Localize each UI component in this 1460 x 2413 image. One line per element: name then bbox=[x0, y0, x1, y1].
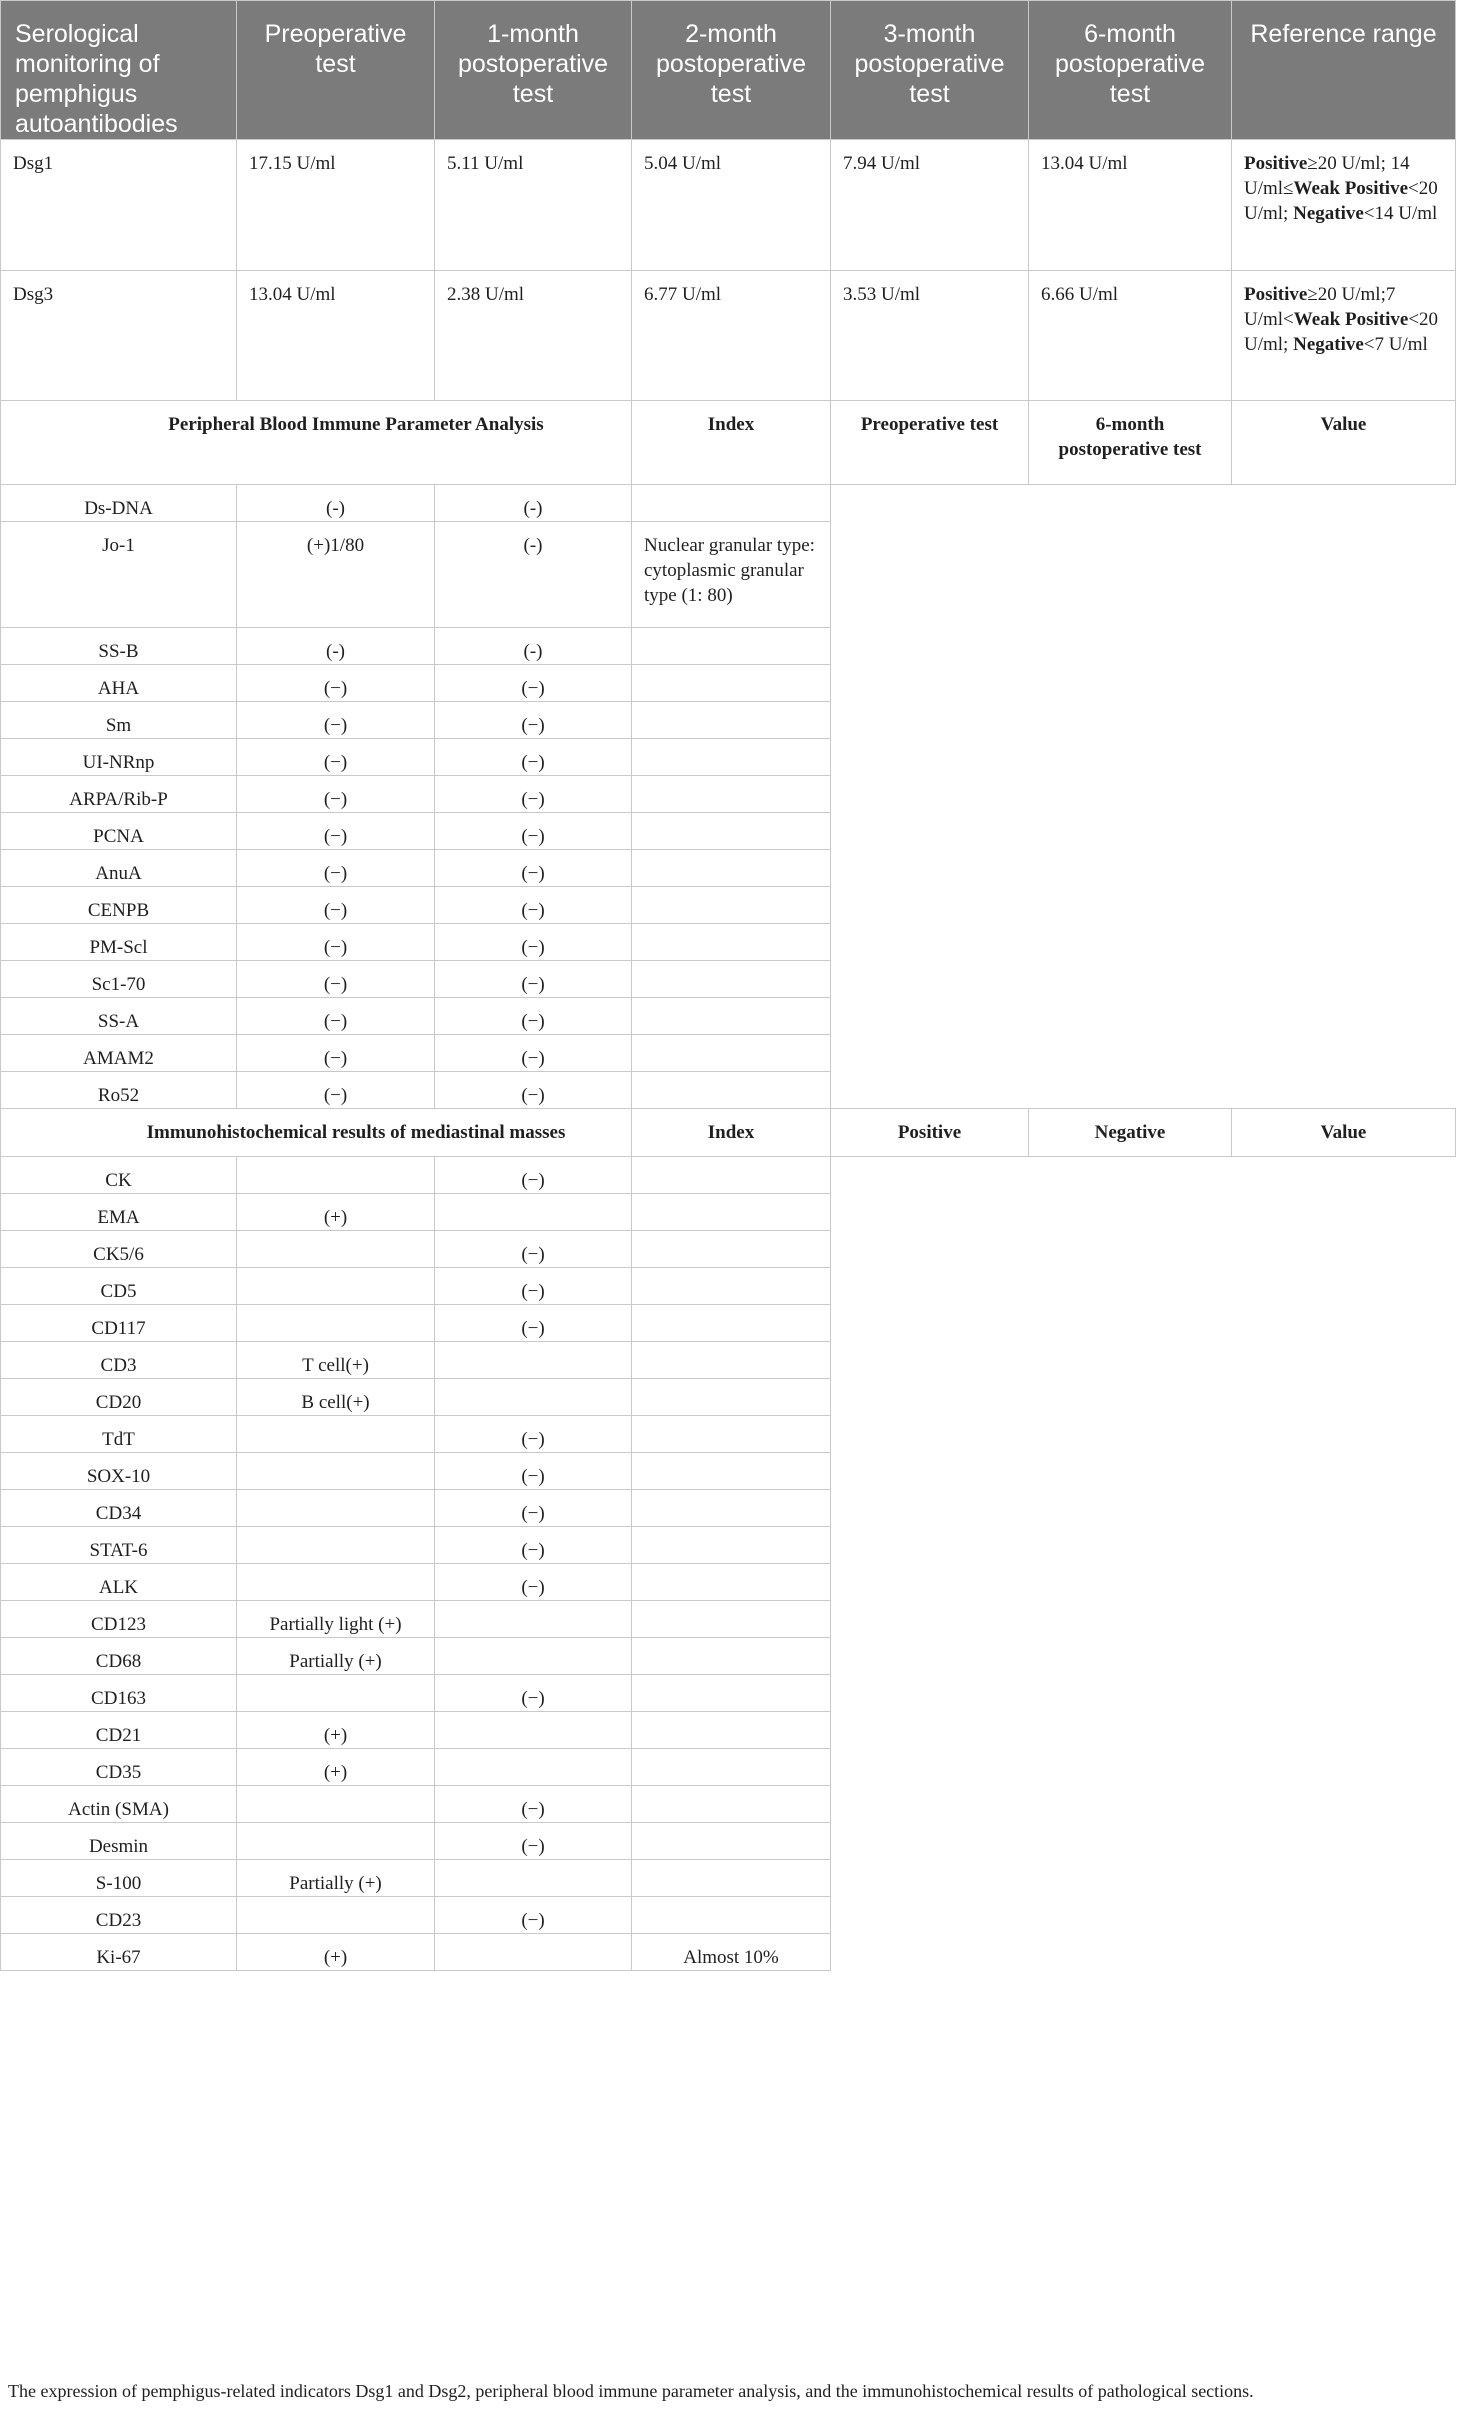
header-cell: 3-month postoperative test bbox=[831, 1, 1029, 140]
reference-range bbox=[1232, 140, 1456, 271]
result-cell: (−) bbox=[435, 1416, 632, 1453]
result-cell: (-) bbox=[435, 485, 632, 522]
marker-name: Dsg1 bbox=[1, 140, 237, 271]
index-cell: CD117 bbox=[1, 1305, 237, 1342]
ihc-row bbox=[1, 1860, 1456, 1897]
value-cell bbox=[632, 998, 831, 1035]
ihc-row bbox=[1, 1934, 1456, 1971]
ref-text: ≥20 U/ml;7 U/ml< bbox=[1244, 284, 1396, 330]
index-cell: SS-B bbox=[1, 628, 237, 665]
value-cell: Nuclear granular type: cytoplasmic granular type (1: 80) bbox=[632, 522, 831, 628]
value-cell: Almost 10% bbox=[632, 1934, 831, 1971]
column-header: Value bbox=[1232, 1109, 1456, 1157]
result-cell: (-) bbox=[435, 522, 632, 628]
header-cell: 1-month postoperative test bbox=[435, 1, 632, 140]
result-cell bbox=[237, 1453, 435, 1490]
result-cell bbox=[237, 1897, 435, 1934]
value-cell bbox=[632, 1231, 831, 1268]
value-cell bbox=[632, 1072, 831, 1109]
result-cell bbox=[435, 1712, 632, 1749]
result-cell bbox=[237, 1231, 435, 1268]
result-cell bbox=[237, 1564, 435, 1601]
ihc-row bbox=[1, 1342, 1456, 1379]
table-caption: The expression of pemphigus-related indicators Dsg1 and Dsg2, peripheral blood immune parameter analysis, and the immunohistochemical results of pathological sections. bbox=[8, 2381, 1254, 2401]
value-cell bbox=[632, 1823, 831, 1860]
index-cell: SOX-10 bbox=[1, 1453, 237, 1490]
value-cell bbox=[632, 739, 831, 776]
ihc-row bbox=[1, 1897, 1456, 1934]
value-cell bbox=[632, 850, 831, 887]
index-cell: CK5/6 bbox=[1, 1231, 237, 1268]
ref-text: <20 U/ml; bbox=[1244, 309, 1439, 355]
result-cell: (−) bbox=[237, 739, 435, 776]
ref-positive: Positive bbox=[1244, 284, 1308, 305]
index-cell: UI-NRnp bbox=[1, 739, 237, 776]
ihc-row bbox=[1, 1231, 1456, 1268]
result-cell: (-) bbox=[435, 628, 632, 665]
blood-row bbox=[1, 739, 1456, 776]
header-cell: 6-month postoperative test bbox=[1029, 1, 1232, 140]
result-cell: (−) bbox=[237, 998, 435, 1035]
column-header: Value bbox=[1232, 401, 1456, 485]
blood-row bbox=[1, 776, 1456, 813]
result-cell: (−) bbox=[237, 887, 435, 924]
serology-row-dsg1 bbox=[1, 140, 1456, 271]
value-cell bbox=[632, 665, 831, 702]
result-cell: (−) bbox=[435, 665, 632, 702]
blood-row bbox=[1, 665, 1456, 702]
result-cell bbox=[435, 1749, 632, 1786]
index-cell: AHA bbox=[1, 665, 237, 702]
result-cell: (−) bbox=[237, 1035, 435, 1072]
column-header: Preoperative test bbox=[831, 401, 1029, 485]
result-cell: (−) bbox=[435, 1490, 632, 1527]
value-cell bbox=[632, 1712, 831, 1749]
index-cell: EMA bbox=[1, 1194, 237, 1231]
value-cell bbox=[632, 776, 831, 813]
result-cell: (−) bbox=[435, 813, 632, 850]
result-cell: (−) bbox=[237, 813, 435, 850]
value-cell bbox=[632, 1638, 831, 1675]
result-cell bbox=[435, 1934, 632, 1971]
result-cell bbox=[435, 1342, 632, 1379]
ihc-row bbox=[1, 1416, 1456, 1453]
result-cell bbox=[435, 1379, 632, 1416]
result-cell bbox=[237, 1490, 435, 1527]
ihc-row bbox=[1, 1490, 1456, 1527]
result-cell: (−) bbox=[237, 702, 435, 739]
value-cell: 6.66 U/ml bbox=[1029, 271, 1232, 401]
index-cell: Actin (SMA) bbox=[1, 1786, 237, 1823]
result-cell: Partially (+) bbox=[237, 1638, 435, 1675]
header-cell: Reference range bbox=[1232, 1, 1456, 140]
result-cell: (−) bbox=[435, 739, 632, 776]
result-cell: (−) bbox=[435, 1305, 632, 1342]
ref-positive: Positive bbox=[1244, 153, 1308, 174]
result-cell: (−) bbox=[435, 1897, 632, 1934]
result-cell bbox=[435, 1860, 632, 1897]
column-header: Positive bbox=[831, 1109, 1029, 1157]
result-cell: (−) bbox=[435, 1564, 632, 1601]
ref-weak: Weak Positive bbox=[1293, 309, 1409, 330]
blood-row bbox=[1, 522, 1456, 628]
result-cell: (−) bbox=[237, 961, 435, 998]
result-cell: (−) bbox=[435, 850, 632, 887]
index-cell: TdT bbox=[1, 1416, 237, 1453]
result-cell: (+) bbox=[237, 1194, 435, 1231]
ihc-row bbox=[1, 1823, 1456, 1860]
ihc-row bbox=[1, 1157, 1456, 1194]
ref-text: <7 U/ml bbox=[1363, 334, 1428, 355]
result-cell: (−) bbox=[237, 665, 435, 702]
ref-weak: Weak Positive bbox=[1293, 178, 1409, 199]
blood-section-title: Peripheral Blood Immune Parameter Analysis bbox=[1, 401, 632, 485]
index-cell: Ki-67 bbox=[1, 1934, 237, 1971]
ihc-row bbox=[1, 1194, 1456, 1231]
value-cell bbox=[632, 1157, 831, 1194]
result-cell: (-) bbox=[237, 628, 435, 665]
ihc-row bbox=[1, 1453, 1456, 1490]
blood-row bbox=[1, 998, 1456, 1035]
value-cell bbox=[632, 1601, 831, 1638]
result-cell bbox=[237, 1786, 435, 1823]
ihc-row bbox=[1, 1379, 1456, 1416]
header-row bbox=[1, 1, 1456, 140]
result-cell: (−) bbox=[435, 1035, 632, 1072]
result-cell bbox=[237, 1527, 435, 1564]
value-cell bbox=[632, 924, 831, 961]
value-cell bbox=[632, 1194, 831, 1231]
index-cell: CK bbox=[1, 1157, 237, 1194]
index-cell: CD123 bbox=[1, 1601, 237, 1638]
result-cell bbox=[435, 1194, 632, 1231]
column-header: Negative bbox=[1029, 1109, 1232, 1157]
result-cell: (−) bbox=[435, 702, 632, 739]
result-cell: T cell(+) bbox=[237, 1342, 435, 1379]
reference-range bbox=[1232, 271, 1456, 401]
ref-text: ≥20 U/ml; 14 U/ml≤ bbox=[1244, 153, 1410, 199]
value-cell: 5.04 U/ml bbox=[632, 140, 831, 271]
ihc-row bbox=[1, 1675, 1456, 1712]
value-cell bbox=[632, 1897, 831, 1934]
result-cell: (−) bbox=[237, 850, 435, 887]
ihc-row bbox=[1, 1712, 1456, 1749]
ihc-section-title: Immunohistochemical results of mediastinal masses bbox=[1, 1109, 632, 1157]
serology-row-dsg3 bbox=[1, 271, 1456, 401]
value-cell bbox=[632, 485, 831, 522]
result-cell: B cell(+) bbox=[237, 1379, 435, 1416]
index-cell: CD3 bbox=[1, 1342, 237, 1379]
index-cell: Sc1-70 bbox=[1, 961, 237, 998]
value-cell: 5.11 U/ml bbox=[435, 140, 632, 271]
result-cell bbox=[237, 1268, 435, 1305]
value-cell bbox=[632, 1860, 831, 1897]
value-cell bbox=[632, 628, 831, 665]
result-cell: (−) bbox=[435, 1527, 632, 1564]
blood-row bbox=[1, 485, 1456, 522]
result-cell bbox=[435, 1601, 632, 1638]
result-cell: (−) bbox=[435, 1231, 632, 1268]
value-cell bbox=[632, 961, 831, 998]
value-cell: 13.04 U/ml bbox=[237, 271, 435, 401]
result-cell: (−) bbox=[435, 1157, 632, 1194]
index-cell: PM-Scl bbox=[1, 924, 237, 961]
index-cell: AMAM2 bbox=[1, 1035, 237, 1072]
ihc-row bbox=[1, 1564, 1456, 1601]
result-cell: (-) bbox=[237, 485, 435, 522]
result-cell bbox=[237, 1157, 435, 1194]
ref-text: <14 U/ml bbox=[1363, 203, 1438, 224]
result-cell: Partially light (+) bbox=[237, 1601, 435, 1638]
result-cell: (−) bbox=[237, 924, 435, 961]
blood-row bbox=[1, 1035, 1456, 1072]
value-cell: 3.53 U/ml bbox=[831, 271, 1029, 401]
result-cell: (+) bbox=[237, 1749, 435, 1786]
blood-row bbox=[1, 1072, 1456, 1109]
result-cell: (−) bbox=[435, 1268, 632, 1305]
ref-negative: Negative bbox=[1293, 334, 1364, 355]
result-cell: (−) bbox=[435, 1786, 632, 1823]
value-cell bbox=[632, 1035, 831, 1072]
result-cell: (−) bbox=[435, 961, 632, 998]
value-cell bbox=[632, 887, 831, 924]
result-cell: (+) bbox=[237, 1712, 435, 1749]
index-cell: ARPA/Rib-P bbox=[1, 776, 237, 813]
value-cell: 2.38 U/ml bbox=[435, 271, 632, 401]
blood-row bbox=[1, 850, 1456, 887]
value-cell bbox=[632, 1379, 831, 1416]
result-cell: Partially (+) bbox=[237, 1860, 435, 1897]
index-cell: Jo-1 bbox=[1, 522, 237, 628]
index-cell: Ro52 bbox=[1, 1072, 237, 1109]
index-cell: PCNA bbox=[1, 813, 237, 850]
result-cell bbox=[237, 1823, 435, 1860]
result-cell bbox=[237, 1675, 435, 1712]
ihc-row bbox=[1, 1786, 1456, 1823]
result-cell: (+) bbox=[237, 1934, 435, 1971]
index-cell: AnuA bbox=[1, 850, 237, 887]
index-cell: CD23 bbox=[1, 1897, 237, 1934]
index-cell: CD34 bbox=[1, 1490, 237, 1527]
result-cell bbox=[435, 1638, 632, 1675]
blood-row bbox=[1, 702, 1456, 739]
index-cell: SS-A bbox=[1, 998, 237, 1035]
result-cell bbox=[237, 1305, 435, 1342]
value-cell: 13.04 U/ml bbox=[1029, 140, 1232, 271]
value-cell bbox=[632, 1527, 831, 1564]
index-cell: STAT-6 bbox=[1, 1527, 237, 1564]
value-cell bbox=[632, 1416, 831, 1453]
value-cell bbox=[632, 1786, 831, 1823]
header-cell: 2-month postoperative test bbox=[632, 1, 831, 140]
index-cell: Desmin bbox=[1, 1823, 237, 1860]
marker-name: Dsg3 bbox=[1, 271, 237, 401]
value-cell bbox=[632, 1749, 831, 1786]
value-cell bbox=[632, 1675, 831, 1712]
blood-row bbox=[1, 628, 1456, 665]
ihc-header-row bbox=[1, 1109, 1456, 1157]
result-cell: (−) bbox=[435, 1823, 632, 1860]
index-cell: Sm bbox=[1, 702, 237, 739]
ihc-row bbox=[1, 1638, 1456, 1675]
result-cell bbox=[237, 1416, 435, 1453]
value-cell bbox=[632, 813, 831, 850]
ref-text: <20 U/ml; bbox=[1244, 178, 1438, 224]
value-cell: 6.77 U/ml bbox=[632, 271, 831, 401]
result-cell: (−) bbox=[237, 1072, 435, 1109]
value-cell bbox=[632, 1564, 831, 1601]
result-cell: (−) bbox=[237, 776, 435, 813]
result-cell: (+)1/80 bbox=[237, 522, 435, 628]
blood-row bbox=[1, 813, 1456, 850]
index-cell: CD21 bbox=[1, 1712, 237, 1749]
result-cell: (−) bbox=[435, 924, 632, 961]
index-cell: CD5 bbox=[1, 1268, 237, 1305]
index-cell: CD163 bbox=[1, 1675, 237, 1712]
value-cell bbox=[632, 1453, 831, 1490]
value-cell bbox=[632, 1342, 831, 1379]
ihc-row bbox=[1, 1527, 1456, 1564]
result-cell: (−) bbox=[435, 776, 632, 813]
index-cell: CD68 bbox=[1, 1638, 237, 1675]
index-cell: CENPB bbox=[1, 887, 237, 924]
blood-header-row bbox=[1, 401, 1456, 485]
value-cell: 17.15 U/ml bbox=[237, 140, 435, 271]
value-cell: 7.94 U/ml bbox=[831, 140, 1029, 271]
result-cell: (−) bbox=[435, 1675, 632, 1712]
ihc-row bbox=[1, 1268, 1456, 1305]
index-cell: Ds-DNA bbox=[1, 485, 237, 522]
ihc-row bbox=[1, 1601, 1456, 1638]
index-cell: CD20 bbox=[1, 1379, 237, 1416]
column-header: 6-month postoperative test bbox=[1029, 401, 1232, 485]
value-cell bbox=[632, 702, 831, 739]
ref-negative: Negative bbox=[1293, 203, 1364, 224]
result-cell: (−) bbox=[435, 887, 632, 924]
value-cell bbox=[632, 1490, 831, 1527]
result-cell: (−) bbox=[435, 1072, 632, 1109]
blood-row bbox=[1, 887, 1456, 924]
value-cell bbox=[632, 1305, 831, 1342]
blood-row bbox=[1, 924, 1456, 961]
ihc-row bbox=[1, 1749, 1456, 1786]
header-cell: Preoperative test bbox=[237, 1, 435, 140]
index-cell: S-100 bbox=[1, 1860, 237, 1897]
value-cell bbox=[632, 1268, 831, 1305]
result-cell: (−) bbox=[435, 998, 632, 1035]
blood-row bbox=[1, 961, 1456, 998]
ihc-row bbox=[1, 1305, 1456, 1342]
header-cell: Serological monitoring of pemphigus autoantibodies bbox=[1, 1, 237, 140]
index-cell: ALK bbox=[1, 1564, 237, 1601]
result-cell: (−) bbox=[435, 1453, 632, 1490]
column-header: Index bbox=[632, 401, 831, 485]
column-header: Index bbox=[632, 1109, 831, 1157]
index-cell: CD35 bbox=[1, 1749, 237, 1786]
